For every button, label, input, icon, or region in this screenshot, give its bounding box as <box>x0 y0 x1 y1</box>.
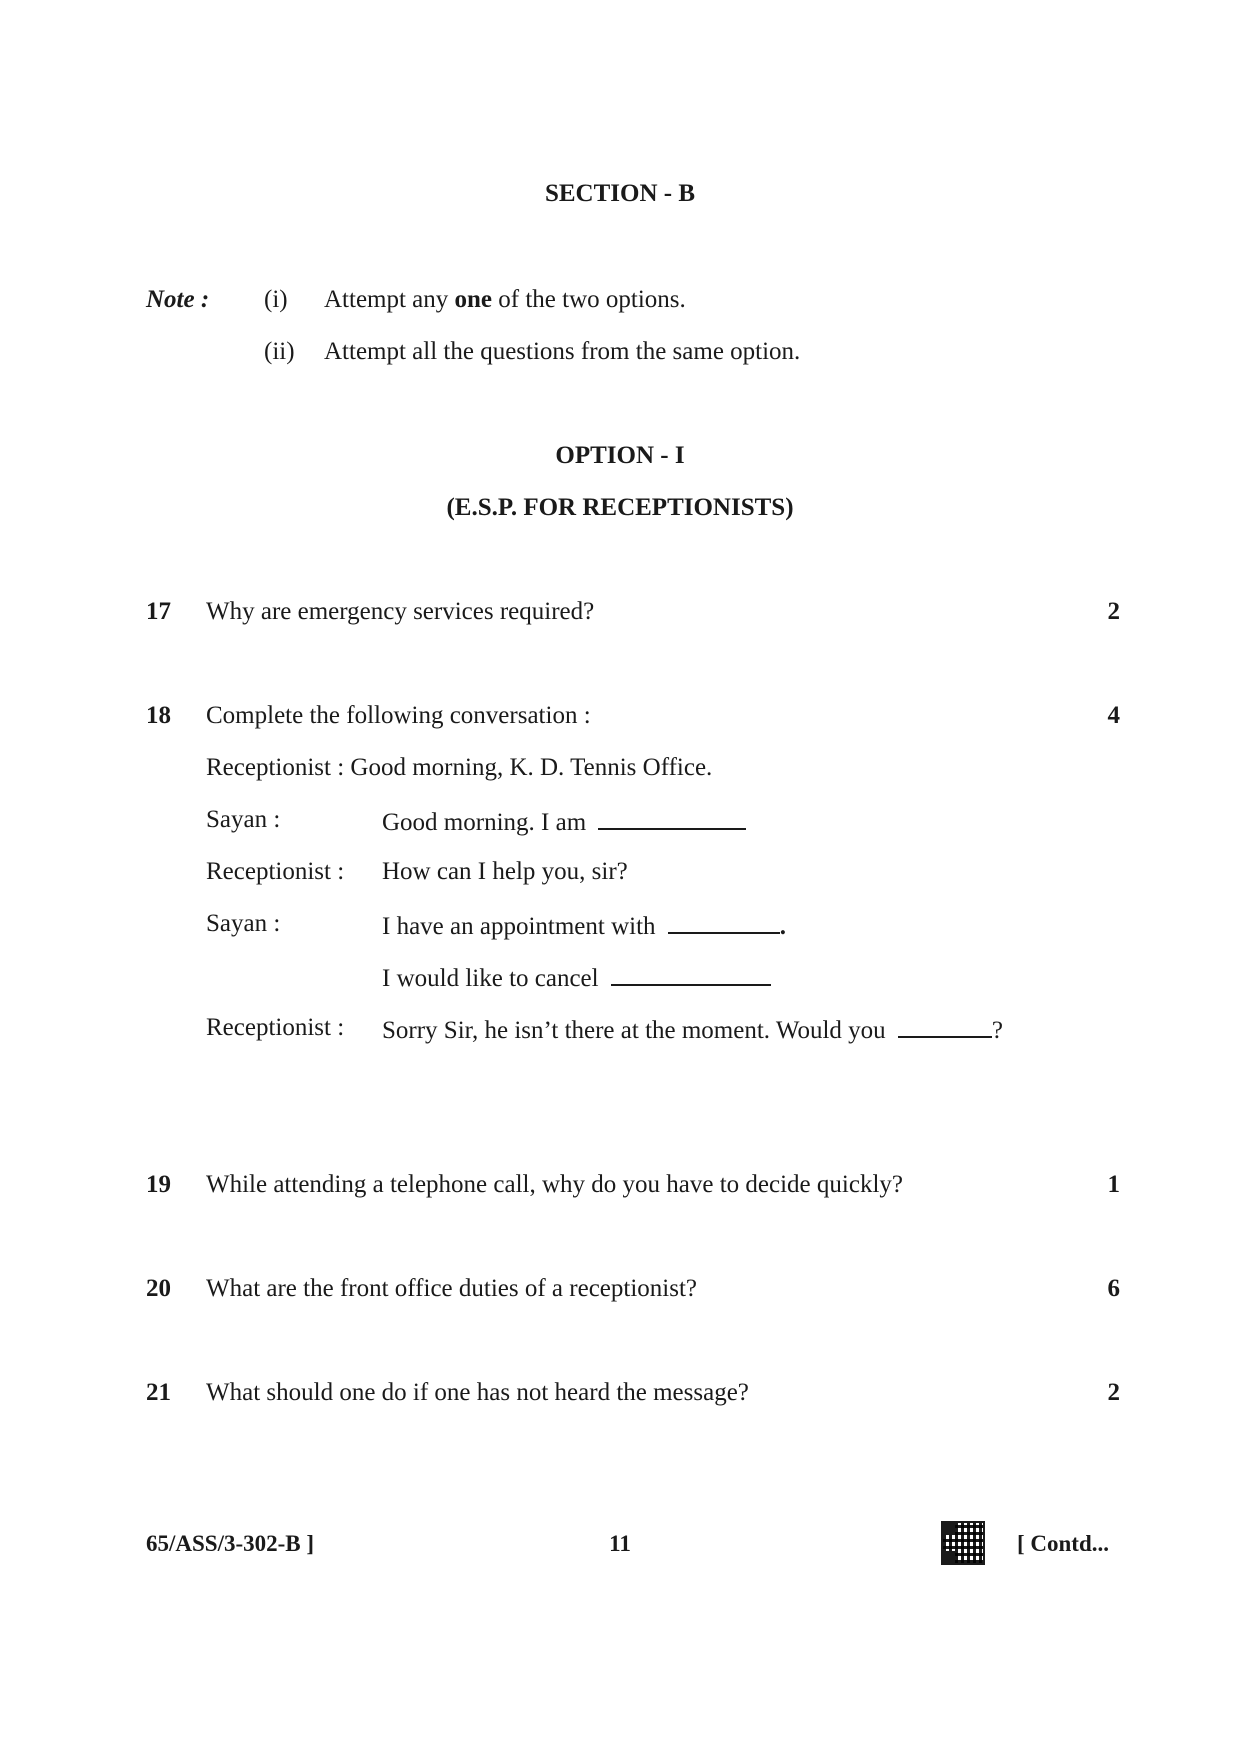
option-title: OPTION - I <box>555 442 685 469</box>
q19-text: While attending a telephone call, why do you have to decide quickly? <box>206 1171 903 1198</box>
note-item-1-num: (i) <box>264 286 288 313</box>
conv-speaker-4: Sayan : <box>206 910 281 937</box>
note-item-1-pre: Attempt any <box>324 286 449 313</box>
q17-number: 17 <box>146 598 171 625</box>
conv-text-6: Sorry Sir, he isn’t there at the moment. Would you <box>382 1017 886 1044</box>
conv-line-4: I have an appointment with . <box>382 910 786 941</box>
note-item-1-bold: one <box>454 286 493 313</box>
section-title: SECTION - B <box>544 180 696 207</box>
note-label: Note : <box>146 286 210 313</box>
note-item-2-num: (ii) <box>264 338 295 365</box>
q20-marks: 6 <box>1107 1275 1120 1302</box>
conv-line-6: Sorry Sir, he isn’t there at the moment. Would you ? <box>382 1014 1003 1045</box>
q19-marks: 1 <box>1107 1171 1120 1198</box>
conv-speaker-6: Receptionist : <box>206 1014 345 1041</box>
conv-line-2 <box>382 806 746 837</box>
note-item-1 <box>324 286 686 314</box>
conv-text-5: I would like to cancel <box>382 965 599 992</box>
q19-number: 19 <box>146 1171 171 1198</box>
option-subtitle: (E.S.P. FOR RECEPTIONISTS) <box>446 494 794 521</box>
q21-text: What should one do if one has not heard the message? <box>206 1379 749 1406</box>
paper-code: 65/ASS/3-302-B ] <box>146 1531 315 1556</box>
conv-line-1 <box>206 754 712 782</box>
qr-code-icon <box>943 1523 983 1563</box>
contd-label: [ Contd... <box>1017 1531 1110 1556</box>
conv-speaker-2: Sayan : <box>206 806 281 833</box>
note-item-1-post: of the two options. <box>498 286 686 313</box>
answer-blank-2[interactable] <box>668 910 780 934</box>
q18-number: 18 <box>146 702 171 729</box>
conv-speaker-1: Receptionist : <box>206 754 345 781</box>
q18-marks: 4 <box>1107 702 1120 729</box>
q21-marks: 2 <box>1107 1379 1120 1406</box>
q18-text: Complete the following conversation : <box>206 702 591 729</box>
conv-text-1: Good morning, K. D. Tennis Office. <box>350 754 713 781</box>
conv-text-3: How can I help you, sir? <box>382 858 628 885</box>
conv-text-4: I have an appointment with <box>382 913 656 940</box>
note-item-2: Attempt all the questions from the same option. <box>324 338 801 365</box>
answer-blank-3[interactable] <box>611 962 771 986</box>
answer-blank-1[interactable] <box>598 806 746 830</box>
answer-blank-4[interactable] <box>898 1014 992 1038</box>
conv-speaker-3: Receptionist : <box>206 858 345 885</box>
q17-text: Why are emergency services required? <box>206 598 595 625</box>
page-number: 11 <box>609 1531 631 1556</box>
q21-number: 21 <box>146 1379 171 1406</box>
q20-number: 20 <box>146 1275 171 1302</box>
q20-text: What are the front office duties of a receptionist? <box>206 1275 697 1302</box>
q17-marks: 2 <box>1107 598 1120 625</box>
conv-line-5 <box>382 962 771 993</box>
conv-text-2: Good morning. I am <box>382 809 587 836</box>
